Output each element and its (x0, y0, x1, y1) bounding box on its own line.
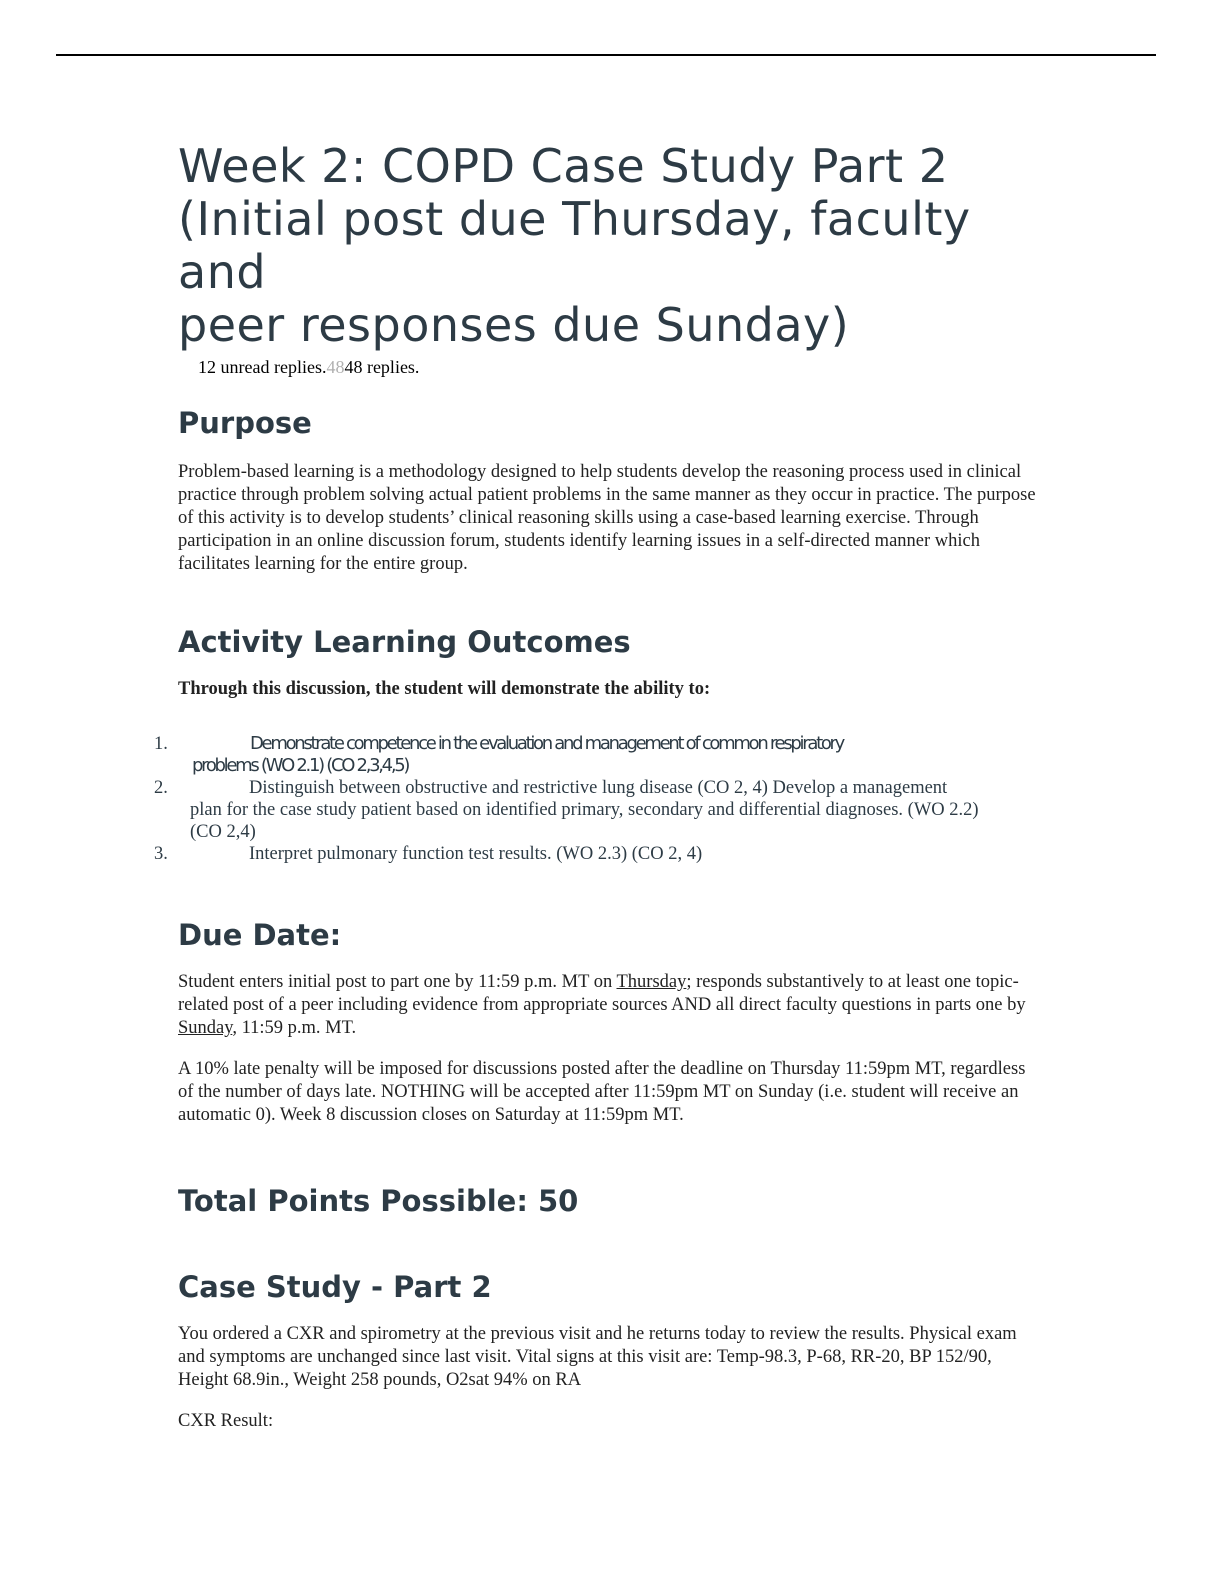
thursday-link[interactable]: Thursday (616, 972, 687, 992)
list-number: 3. (154, 844, 168, 864)
document-content (154, 139, 1038, 1433)
page-title (178, 140, 1038, 352)
list-number: 2. (154, 778, 168, 798)
title-line-1: Week 2: COPD Case Study Part 2 (178, 139, 949, 193)
due-text-part: ; responds substantively to at least one topic-related post of a peer including evidence from appropriate sources AND all direct faculty questions in parts one by (178, 972, 1026, 1015)
title-line-3: peer responses due Sunday) (178, 298, 850, 352)
outcomes-heading: Activity Learning Outcomes (178, 625, 631, 659)
reply-count-faint: 48 (326, 357, 345, 377)
due-date-heading: Due Date: (178, 918, 342, 952)
top-divider (56, 54, 1156, 56)
due-text-part: , 11:59 p.m. MT. (232, 1018, 357, 1038)
total-replies: 48 replies. (344, 357, 420, 377)
outcomes-lead: Through this discussion, the student will demonstrate the ability to: (178, 679, 711, 699)
outcome-1-line-2: problems (WO 2.1) (CO 2,3,4,5) (192, 755, 409, 776)
late-penalty-text: A 10% late penalty will be imposed for discussions posted after the deadline on Thursday 11:59pm MT, regardless of the number of days late. NOTHING will be accepted after 11:59pm MT on Sunday (i.e. student will receive an automatic 0). Week 8 discussion closes on Saturday at 11:59pm MT. (178, 1059, 1026, 1125)
purpose-heading: Purpose (178, 406, 312, 440)
list-item (154, 777, 1038, 843)
cxr-result-label: CXR Result: (178, 1411, 274, 1431)
outcome-1-line-1: Demonstrate competence in the evaluation and management of common respiratory (250, 733, 843, 754)
total-points-heading: Total Points Possible: 50 (178, 1184, 579, 1218)
list-item (154, 843, 1038, 865)
outcome-2-line-1: Distinguish between obstructive and restrictive lung disease (CO 2, 4) Develop a management (249, 778, 948, 798)
due-text-part: Student enters initial post to part one by 11:59 p.m. MT on (178, 972, 617, 992)
purpose-text: Problem-based learning is a methodology designed to help students develop the reasoning process used in clinical practice through problem solving actual patient problems in the same manner as they occur in practice. The purpose of this activity is to develop students’ clinical reasoning skills using a case-based learning exercise. Through participation in an online discussion forum, students identify learning issues in a self-directed manner which facilitates learning for the entire group. (178, 462, 1036, 574)
outcome-2-line-2: plan for the case study patient based on identified primary, secondary and differential diagnoses. (WO 2.2) (190, 800, 979, 820)
list-number: 1. (154, 734, 168, 754)
case-study-text: You ordered a CXR and spirometry at the previous visit and he returns today to review the results. Physical exam and symptoms are unchanged since last visit. Vital signs at this visit are: Temp-98.3, P-68, RR-20, BP 152/90, Height 68.9in., Weight 258 pounds, O2sat 94% on RA (178, 1324, 1017, 1390)
title-line-2: (Initial post due Thursday, faculty and (178, 192, 971, 299)
outcome-3-line-1: Interpret pulmonary function test results. (WO 2.3) (CO 2, 4) (249, 844, 703, 864)
outcome-2-line-3: (CO 2,4) (190, 822, 256, 842)
outcomes-list (154, 733, 1038, 865)
list-item (154, 733, 1038, 777)
unread-replies[interactable]: 12 unread replies. (198, 357, 327, 377)
case-study-heading: Case Study - Part 2 (178, 1270, 492, 1304)
due-date-text (178, 971, 1038, 1040)
sunday-link[interactable]: Sunday (178, 1018, 233, 1038)
reply-count (198, 355, 1038, 379)
